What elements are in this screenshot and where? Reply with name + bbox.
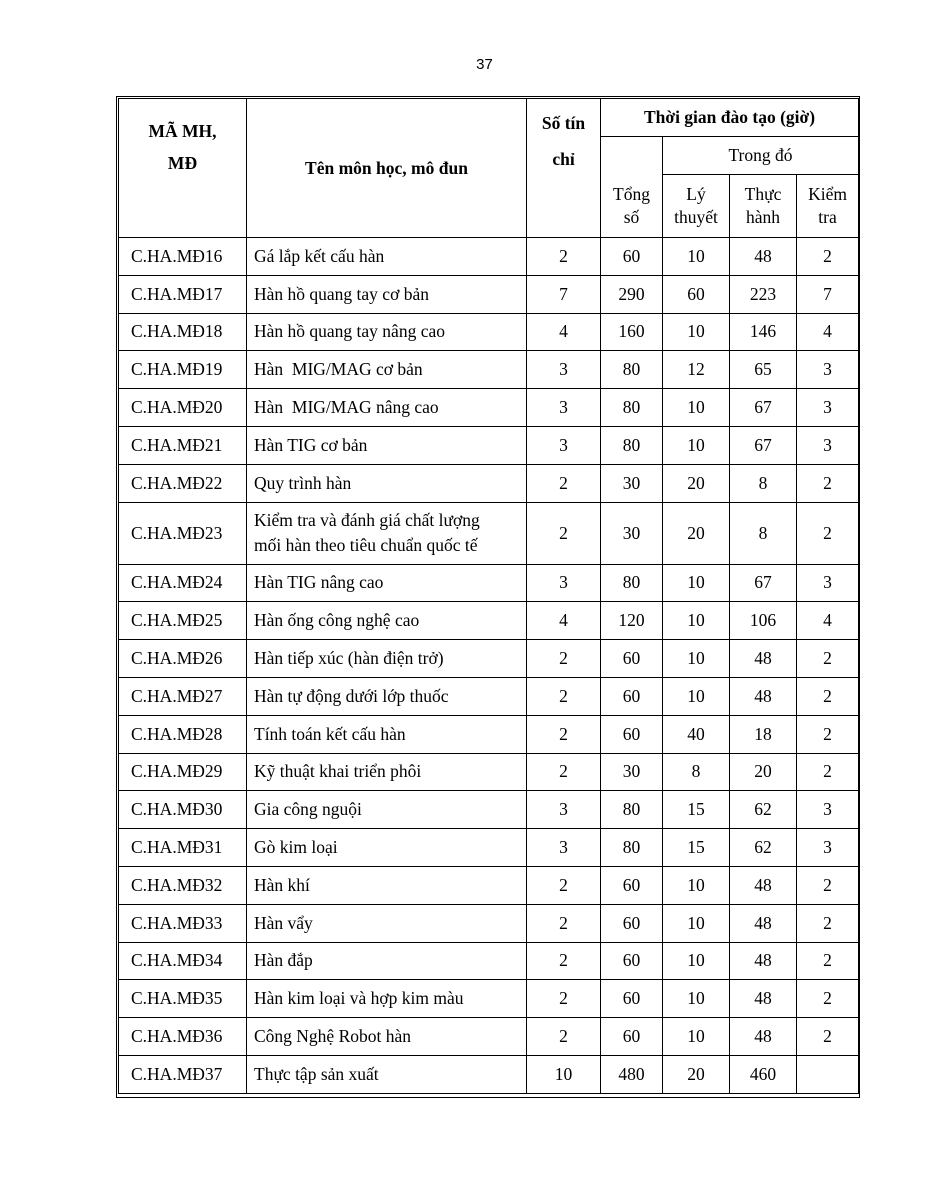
cell-total: 80 bbox=[601, 351, 663, 389]
cell-code: C.HA.MĐ20 bbox=[119, 389, 247, 427]
cell-code: C.HA.MĐ28 bbox=[119, 715, 247, 753]
table-row bbox=[119, 351, 859, 389]
header-exam-line1: Kiểm bbox=[808, 184, 847, 204]
cell-theory: 40 bbox=[663, 715, 730, 753]
table-row bbox=[119, 426, 859, 464]
header-total-line2: số bbox=[623, 207, 640, 227]
cell-credits: 3 bbox=[527, 426, 601, 464]
header-theory bbox=[663, 175, 730, 238]
cell-total: 290 bbox=[601, 275, 663, 313]
cell-name: Gia công nguội bbox=[247, 791, 527, 829]
cell-practice: 18 bbox=[730, 715, 797, 753]
header-practice bbox=[730, 175, 797, 238]
cell-credits: 3 bbox=[527, 389, 601, 427]
cell-name: Hàn hồ quang tay nâng cao bbox=[247, 313, 527, 351]
cell-total: 60 bbox=[601, 904, 663, 942]
header-total-line1: Tổng bbox=[613, 184, 650, 204]
cell-code: C.HA.MĐ33 bbox=[119, 904, 247, 942]
cell-code: C.HA.MĐ34 bbox=[119, 942, 247, 980]
cell-code: C.HA.MĐ18 bbox=[119, 313, 247, 351]
cell-name: Gá lắp kết cấu hàn bbox=[247, 238, 527, 276]
cell-practice: 48 bbox=[730, 942, 797, 980]
cell-exam: 3 bbox=[797, 829, 859, 867]
cell-name: Hàn tiếp xúc (hàn điện trở) bbox=[247, 640, 527, 678]
cell-exam: 2 bbox=[797, 640, 859, 678]
cell-total: 60 bbox=[601, 1018, 663, 1056]
cell-credits: 2 bbox=[527, 866, 601, 904]
cell-credits: 4 bbox=[527, 313, 601, 351]
table-row bbox=[119, 602, 859, 640]
cell-total: 80 bbox=[601, 564, 663, 602]
cell-credits: 2 bbox=[527, 715, 601, 753]
cell-exam: 2 bbox=[797, 715, 859, 753]
table-row bbox=[119, 313, 859, 351]
table-row bbox=[119, 942, 859, 980]
table-row bbox=[119, 238, 859, 276]
cell-total: 120 bbox=[601, 602, 663, 640]
cell-exam: 2 bbox=[797, 904, 859, 942]
cell-name: Hàn đắp bbox=[247, 942, 527, 980]
header-theory-line2: thuyết bbox=[674, 207, 718, 227]
cell-exam: 2 bbox=[797, 238, 859, 276]
cell-credits: 2 bbox=[527, 753, 601, 791]
cell-practice: 62 bbox=[730, 829, 797, 867]
cell-theory: 10 bbox=[663, 904, 730, 942]
header-practice-line2: hành bbox=[745, 207, 781, 227]
cell-credits: 3 bbox=[527, 829, 601, 867]
cell-practice: 62 bbox=[730, 791, 797, 829]
cell-total: 80 bbox=[601, 389, 663, 427]
cell-credits: 2 bbox=[527, 464, 601, 502]
cell-exam: 2 bbox=[797, 980, 859, 1018]
cell-credits: 2 bbox=[527, 502, 601, 564]
header-name: Tên môn học, mô đun bbox=[247, 99, 527, 238]
cell-total: 60 bbox=[601, 980, 663, 1018]
header-theory-line1: Lý bbox=[686, 184, 706, 204]
cell-name: Hàn MIG/MAG nâng cao bbox=[247, 389, 527, 427]
cell-credits: 10 bbox=[527, 1055, 601, 1093]
cell-theory: 10 bbox=[663, 980, 730, 1018]
cell-exam: 4 bbox=[797, 313, 859, 351]
table-row bbox=[119, 275, 859, 313]
cell-name: Quy trình hàn bbox=[247, 464, 527, 502]
cell-practice: 223 bbox=[730, 275, 797, 313]
cell-name: Hàn kim loại và hợp kim màu bbox=[247, 980, 527, 1018]
cell-credits: 2 bbox=[527, 1018, 601, 1056]
header-of-which: Trong đó bbox=[663, 137, 859, 175]
cell-exam: 3 bbox=[797, 389, 859, 427]
cell-name: Hàn khí bbox=[247, 866, 527, 904]
cell-practice: 48 bbox=[730, 1018, 797, 1056]
cell-code: C.HA.MĐ32 bbox=[119, 866, 247, 904]
cell-total: 160 bbox=[601, 313, 663, 351]
cell-code: C.HA.MĐ31 bbox=[119, 829, 247, 867]
header-training-time: Thời gian đào tạo (giờ) bbox=[601, 99, 859, 137]
cell-theory: 15 bbox=[663, 829, 730, 867]
cell-theory: 10 bbox=[663, 564, 730, 602]
cell-theory: 10 bbox=[663, 313, 730, 351]
cell-practice: 8 bbox=[730, 502, 797, 564]
cell-code: C.HA.MĐ35 bbox=[119, 980, 247, 1018]
cell-theory: 10 bbox=[663, 942, 730, 980]
table-row bbox=[119, 791, 859, 829]
cell-code: C.HA.MĐ16 bbox=[119, 238, 247, 276]
cell-credits: 2 bbox=[527, 677, 601, 715]
cell-credits: 3 bbox=[527, 791, 601, 829]
cell-exam: 7 bbox=[797, 275, 859, 313]
cell-practice: 67 bbox=[730, 389, 797, 427]
cell-name: Hàn TIG cơ bản bbox=[247, 426, 527, 464]
cell-code: C.HA.MĐ17 bbox=[119, 275, 247, 313]
cell-name: Hàn tự động dưới lớp thuốc bbox=[247, 677, 527, 715]
table-row bbox=[119, 904, 859, 942]
cell-theory: 10 bbox=[663, 640, 730, 678]
cell-exam: 2 bbox=[797, 464, 859, 502]
cell-name: Hàn TIG nâng cao bbox=[247, 564, 527, 602]
cell-name: Hàn ống công nghệ cao bbox=[247, 602, 527, 640]
cell-theory: 60 bbox=[663, 275, 730, 313]
cell-exam: 2 bbox=[797, 502, 859, 564]
cell-total: 80 bbox=[601, 829, 663, 867]
cell-practice: 48 bbox=[730, 980, 797, 1018]
header-credits-line1: Số tín bbox=[541, 113, 586, 133]
header-credits-line2: chỉ bbox=[552, 149, 575, 169]
cell-name: Kỹ thuật khai triển phôi bbox=[247, 753, 527, 791]
cell-total: 30 bbox=[601, 753, 663, 791]
cell-code: C.HA.MĐ37 bbox=[119, 1055, 247, 1093]
cell-exam: 2 bbox=[797, 866, 859, 904]
table-row bbox=[119, 1018, 859, 1056]
cell-theory: 10 bbox=[663, 866, 730, 904]
cell-practice: 106 bbox=[730, 602, 797, 640]
cell-total: 80 bbox=[601, 791, 663, 829]
cell-credits: 7 bbox=[527, 275, 601, 313]
cell-theory: 20 bbox=[663, 502, 730, 564]
cell-practice: 48 bbox=[730, 238, 797, 276]
cell-theory: 10 bbox=[663, 238, 730, 276]
cell-practice: 48 bbox=[730, 866, 797, 904]
cell-credits: 2 bbox=[527, 942, 601, 980]
cell-code: C.HA.MĐ22 bbox=[119, 464, 247, 502]
table-row bbox=[119, 980, 859, 1018]
cell-code: C.HA.MĐ24 bbox=[119, 564, 247, 602]
curriculum-table-frame bbox=[116, 96, 860, 1098]
cell-exam bbox=[797, 1055, 859, 1093]
table-row bbox=[119, 564, 859, 602]
cell-total: 60 bbox=[601, 942, 663, 980]
cell-theory: 12 bbox=[663, 351, 730, 389]
cell-code: C.HA.MĐ19 bbox=[119, 351, 247, 389]
cell-practice: 146 bbox=[730, 313, 797, 351]
cell-exam: 2 bbox=[797, 753, 859, 791]
table-row bbox=[119, 677, 859, 715]
cell-total: 60 bbox=[601, 640, 663, 678]
cell-practice: 67 bbox=[730, 564, 797, 602]
cell-exam: 3 bbox=[797, 426, 859, 464]
cell-exam: 3 bbox=[797, 351, 859, 389]
cell-theory: 10 bbox=[663, 677, 730, 715]
cell-code: C.HA.MĐ23 bbox=[119, 502, 247, 564]
cell-theory: 20 bbox=[663, 1055, 730, 1093]
table-header bbox=[119, 99, 859, 238]
cell-name: Hàn MIG/MAG cơ bản bbox=[247, 351, 527, 389]
cell-practice: 8 bbox=[730, 464, 797, 502]
header-code-line1: MÃ MH, bbox=[148, 121, 217, 141]
table-row bbox=[119, 464, 859, 502]
cell-code: C.HA.MĐ21 bbox=[119, 426, 247, 464]
cell-credits: 3 bbox=[527, 564, 601, 602]
cell-code: C.HA.MĐ26 bbox=[119, 640, 247, 678]
cell-theory: 10 bbox=[663, 389, 730, 427]
cell-code: C.HA.MĐ29 bbox=[119, 753, 247, 791]
curriculum-table bbox=[118, 98, 859, 1094]
cell-theory: 20 bbox=[663, 464, 730, 502]
header-total bbox=[601, 137, 663, 238]
table-row bbox=[119, 829, 859, 867]
header-credits bbox=[527, 99, 601, 238]
cell-credits: 2 bbox=[527, 980, 601, 1018]
cell-practice: 67 bbox=[730, 426, 797, 464]
header-exam bbox=[797, 175, 859, 238]
table-row bbox=[119, 753, 859, 791]
cell-credits: 4 bbox=[527, 602, 601, 640]
cell-name: Gò kim loại bbox=[247, 829, 527, 867]
page-number: 37 bbox=[476, 56, 493, 73]
cell-total: 60 bbox=[601, 238, 663, 276]
header-practice-line1: Thực bbox=[744, 184, 782, 204]
cell-practice: 48 bbox=[730, 904, 797, 942]
cell-theory: 8 bbox=[663, 753, 730, 791]
cell-exam: 2 bbox=[797, 677, 859, 715]
cell-code: C.HA.MĐ27 bbox=[119, 677, 247, 715]
cell-exam: 3 bbox=[797, 791, 859, 829]
header-code bbox=[119, 99, 247, 238]
cell-theory: 10 bbox=[663, 1018, 730, 1056]
cell-credits: 2 bbox=[527, 904, 601, 942]
cell-practice: 48 bbox=[730, 677, 797, 715]
table-row bbox=[119, 640, 859, 678]
cell-theory: 10 bbox=[663, 426, 730, 464]
cell-name: Công Nghệ Robot hàn bbox=[247, 1018, 527, 1056]
cell-name: Tính toán kết cấu hàn bbox=[247, 715, 527, 753]
cell-code: C.HA.MĐ30 bbox=[119, 791, 247, 829]
cell-theory: 15 bbox=[663, 791, 730, 829]
cell-name: Hàn hồ quang tay cơ bản bbox=[247, 275, 527, 313]
cell-total: 60 bbox=[601, 866, 663, 904]
cell-theory: 10 bbox=[663, 602, 730, 640]
cell-name-line1: Kiểm tra và đánh giá chất lượng bbox=[254, 510, 480, 531]
cell-exam: 2 bbox=[797, 1018, 859, 1056]
table-row bbox=[119, 1055, 859, 1093]
cell-exam: 3 bbox=[797, 564, 859, 602]
header-code-line2: MĐ bbox=[167, 153, 198, 173]
cell-total: 60 bbox=[601, 677, 663, 715]
table-body bbox=[119, 238, 859, 1094]
cell-practice: 65 bbox=[730, 351, 797, 389]
cell-total: 30 bbox=[601, 464, 663, 502]
cell-practice: 460 bbox=[730, 1055, 797, 1093]
cell-credits: 2 bbox=[527, 640, 601, 678]
cell-total: 30 bbox=[601, 502, 663, 564]
table-row bbox=[119, 866, 859, 904]
cell-exam: 2 bbox=[797, 942, 859, 980]
cell-credits: 3 bbox=[527, 351, 601, 389]
cell-credits: 2 bbox=[527, 238, 601, 276]
cell-code: C.HA.MĐ36 bbox=[119, 1018, 247, 1056]
cell-total: 60 bbox=[601, 715, 663, 753]
cell-practice: 20 bbox=[730, 753, 797, 791]
cell-name-line2: mối hàn theo tiêu chuẩn quốc tế bbox=[254, 535, 478, 556]
header-exam-line2: tra bbox=[818, 207, 837, 227]
cell-name: Hàn vẩy bbox=[247, 904, 527, 942]
cell-total: 80 bbox=[601, 426, 663, 464]
table-row bbox=[119, 715, 859, 753]
cell-exam: 4 bbox=[797, 602, 859, 640]
cell-name bbox=[247, 502, 527, 564]
table-row bbox=[119, 389, 859, 427]
cell-practice: 48 bbox=[730, 640, 797, 678]
cell-code: C.HA.MĐ25 bbox=[119, 602, 247, 640]
cell-name: Thực tập sản xuất bbox=[247, 1055, 527, 1093]
table-row bbox=[119, 502, 859, 564]
cell-total: 480 bbox=[601, 1055, 663, 1093]
